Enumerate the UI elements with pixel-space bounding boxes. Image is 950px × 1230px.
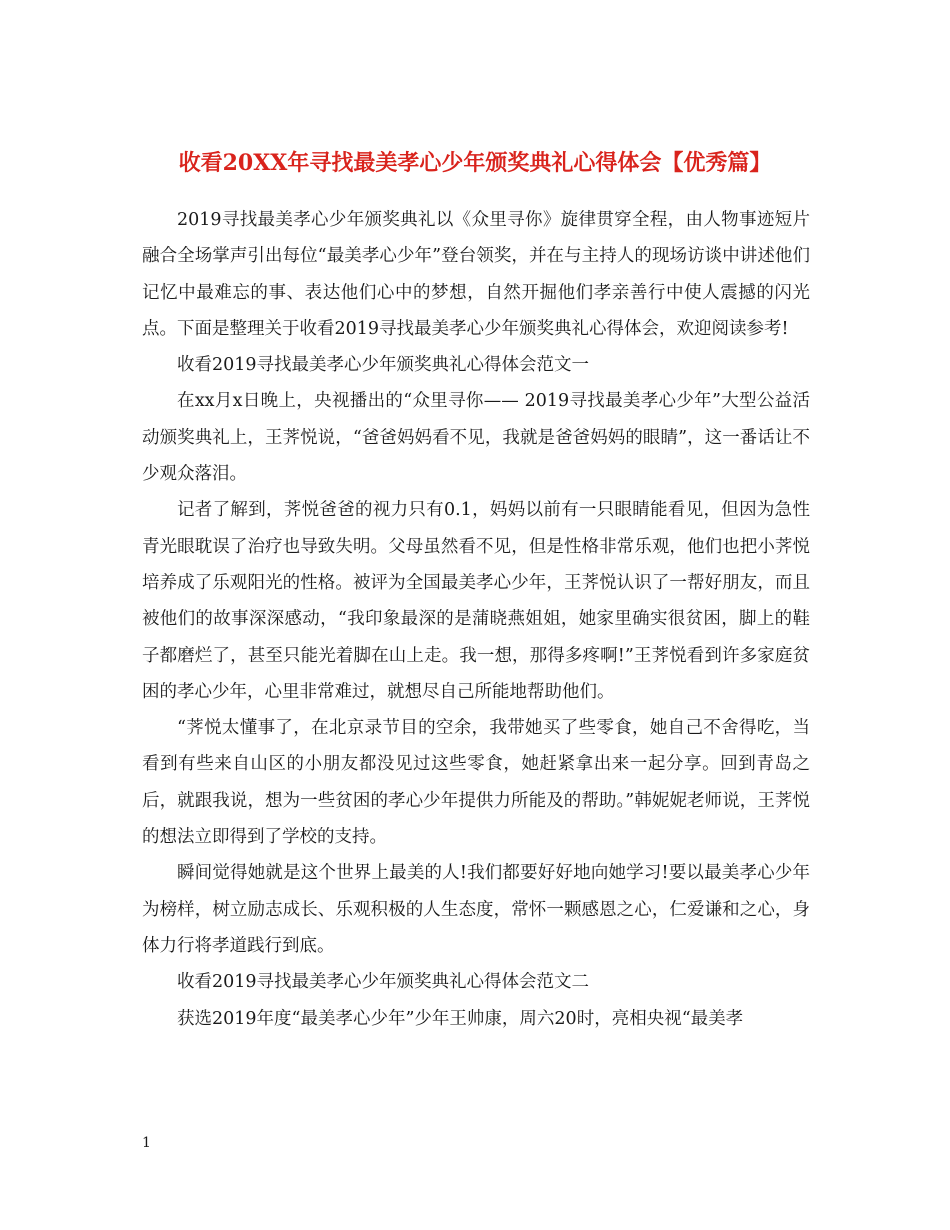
document-title: 收看20XX年寻找最美孝心少年颁奖典礼心得体会【优秀篇】 — [178, 149, 772, 176]
body-paragraph: 记者了解到，荠悦爸爸的视力只有0.1，妈妈以前有一只眼睛能看见，但因为急性青光眼耽误了治疗也导致失明。父母虽然看不见，但是性格非常乐观，他们也把小荠悦培养成了乐观阳光的性格。被评为全国最美孝心少年，王荠悦认识了一帮好朋友，而且被他们的故事深深感动，“我印象最深的是蒲晓燕姐姐，她家里确实很贫困，脚上的鞋子都磨烂了，甚至只能光着脚在山上走。我一想，那得多疼啊!”王荠悦看到许多家庭贫困的孝心少年，心里非常难过，就想尽自己所能地帮助他们。 — [142, 500, 810, 702]
body-paragraph: 瞬间觉得她就是这个世界上最美的人!我们都要好好地向她学习!要以最美孝心少年为榜样，树立励志成长、乐观积极的人生态度，常怀一颗感恩之心，仁爱谦和之心，身体力行将孝道践行到底。 — [142, 863, 810, 956]
body-paragraph: 在xx月x日晚上，央视播出的“众里寻你—— 2019寻找最美孝心少年”大型公益活动颁奖典礼上，王荠悦说，“爸爸妈妈看不见，我就是爸爸妈妈的眼睛”，这一番话让不少观众落泪。 — [142, 391, 810, 485]
document-body — [142, 202, 810, 1037]
body-paragraph: 获选2019年度“最美孝心少年”少年王帅康，周六20时，亮相央视“最美孝 — [177, 1008, 744, 1029]
body-paragraph: “荠悦太懂事了，在北京录节目的空余，我带她买了些零食，她自己不舍得吃，当看到有些来自山区的小朋友都没见过这些零食，她赶紧拿出来一起分享。回到青岛之后，就跟我说，想为一些贫困的孝心少年提供力所能及的帮助。”韩妮妮老师说，王荠悦的想法立即得到了学校的支持。 — [142, 718, 810, 848]
page-number: 1 — [142, 1135, 151, 1151]
section-heading-1: 收看2019寻找最美孝心少年颁奖典礼心得体会范文一 — [177, 355, 590, 376]
intro-paragraph: 2019寻找最美孝心少年颁奖典礼以《众里寻你》旋律贯穿全程，由人物事迹短片融合全场掌声引出每位“最美孝心少年”登台领奖，并在与主持人的现场访谈中讲述他们记忆中最难忘的事、表达他们心中的梦想，自然开掘他们孝亲善行中使人震撼的闪光点。下面是整理关于收看2019寻找最美孝心少年颁奖典礼心得体会，欢迎阅读参考! — [142, 210, 810, 339]
section-heading-2: 收看2019寻找最美孝心少年颁奖典礼心得体会范文二 — [177, 972, 590, 993]
